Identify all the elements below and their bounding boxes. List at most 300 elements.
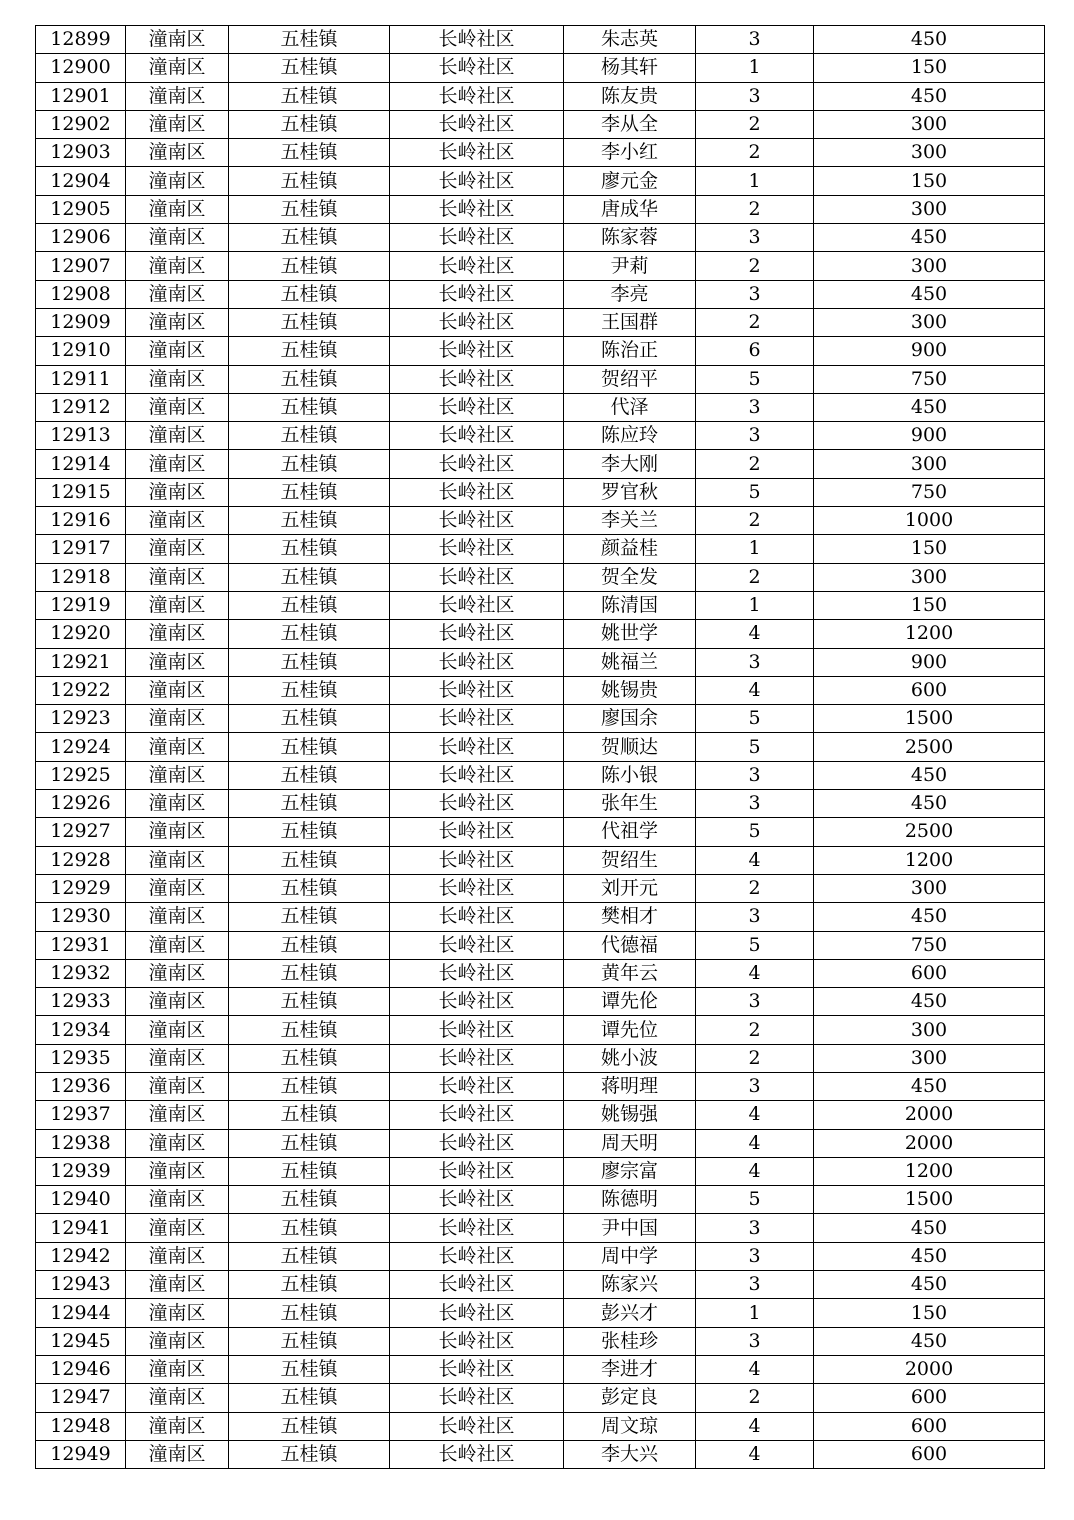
- town-cell: 五桂镇: [229, 224, 390, 252]
- name-cell: 贺绍生: [564, 846, 696, 874]
- name-cell: 周天明: [564, 1129, 696, 1157]
- amount-cell: 2500: [814, 733, 1045, 761]
- district-cell: 潼南区: [126, 761, 229, 789]
- amount-cell: 600: [814, 1412, 1045, 1440]
- household-size-cell: 4: [696, 676, 814, 704]
- amount-cell: 450: [814, 903, 1045, 931]
- town-cell: 五桂镇: [229, 874, 390, 902]
- community-cell: 长岭社区: [390, 1384, 564, 1412]
- amount-cell: 300: [814, 308, 1045, 336]
- district-cell: 潼南区: [126, 648, 229, 676]
- community-cell: 长岭社区: [390, 422, 564, 450]
- community-cell: 长岭社区: [390, 1214, 564, 1242]
- name-cell: 周中学: [564, 1242, 696, 1270]
- household-size-cell: 3: [696, 1327, 814, 1355]
- name-cell: 李小红: [564, 139, 696, 167]
- name-cell: 贺绍平: [564, 365, 696, 393]
- name-cell: 李大刚: [564, 450, 696, 478]
- household-size-cell: 4: [696, 1412, 814, 1440]
- district-cell: 潼南区: [126, 1101, 229, 1129]
- community-cell: 长岭社区: [390, 846, 564, 874]
- household-size-cell: 2: [696, 874, 814, 902]
- town-cell: 五桂镇: [229, 167, 390, 195]
- household-size-cell: 2: [696, 507, 814, 535]
- name-cell: 张年生: [564, 790, 696, 818]
- serial-number-cell: 12949: [36, 1440, 126, 1468]
- amount-cell: 750: [814, 365, 1045, 393]
- table-row: [36, 1016, 1045, 1044]
- name-cell: 李大兴: [564, 1440, 696, 1468]
- name-cell: 姚锡贵: [564, 676, 696, 704]
- serial-number-cell: 12939: [36, 1157, 126, 1185]
- household-size-cell: 2: [696, 252, 814, 280]
- name-cell: 罗官秋: [564, 478, 696, 506]
- serial-number-cell: 12944: [36, 1299, 126, 1327]
- community-cell: 长岭社区: [390, 450, 564, 478]
- serial-number-cell: 12931: [36, 931, 126, 959]
- table-row: [36, 224, 1045, 252]
- household-size-cell: 2: [696, 1044, 814, 1072]
- district-cell: 潼南区: [126, 733, 229, 761]
- serial-number-cell: 12926: [36, 790, 126, 818]
- table-row: [36, 535, 1045, 563]
- amount-cell: 450: [814, 1072, 1045, 1100]
- household-size-cell: 5: [696, 733, 814, 761]
- community-cell: 长岭社区: [390, 167, 564, 195]
- community-cell: 长岭社区: [390, 82, 564, 110]
- household-size-cell: 5: [696, 365, 814, 393]
- town-cell: 五桂镇: [229, 959, 390, 987]
- serial-number-cell: 12934: [36, 1016, 126, 1044]
- serial-number-cell: 12938: [36, 1129, 126, 1157]
- district-cell: 潼南区: [126, 478, 229, 506]
- town-cell: 五桂镇: [229, 903, 390, 931]
- name-cell: 尹中国: [564, 1214, 696, 1242]
- serial-number-cell: 12922: [36, 676, 126, 704]
- town-cell: 五桂镇: [229, 337, 390, 365]
- community-cell: 长岭社区: [390, 790, 564, 818]
- district-cell: 潼南区: [126, 422, 229, 450]
- name-cell: 杨其轩: [564, 54, 696, 82]
- town-cell: 五桂镇: [229, 761, 390, 789]
- amount-cell: 750: [814, 931, 1045, 959]
- table-row: [36, 761, 1045, 789]
- town-cell: 五桂镇: [229, 110, 390, 138]
- name-cell: 姚福兰: [564, 648, 696, 676]
- household-size-cell: 5: [696, 818, 814, 846]
- amount-cell: 1200: [814, 620, 1045, 648]
- district-cell: 潼南区: [126, 1242, 229, 1270]
- table-row: [36, 1440, 1045, 1468]
- table-row: [36, 252, 1045, 280]
- community-cell: 长岭社区: [390, 507, 564, 535]
- table-row: [36, 1214, 1045, 1242]
- community-cell: 长岭社区: [390, 195, 564, 223]
- household-size-cell: 5: [696, 931, 814, 959]
- district-cell: 潼南区: [126, 393, 229, 421]
- community-cell: 长岭社区: [390, 988, 564, 1016]
- table-row: [36, 450, 1045, 478]
- amount-cell: 300: [814, 563, 1045, 591]
- town-cell: 五桂镇: [229, 1299, 390, 1327]
- name-cell: 尹莉: [564, 252, 696, 280]
- name-cell: 贺全发: [564, 563, 696, 591]
- serial-number-cell: 12921: [36, 648, 126, 676]
- community-cell: 长岭社区: [390, 1327, 564, 1355]
- community-cell: 长岭社区: [390, 1072, 564, 1100]
- household-size-cell: 5: [696, 705, 814, 733]
- district-cell: 潼南区: [126, 507, 229, 535]
- table-row: [36, 620, 1045, 648]
- amount-cell: 450: [814, 280, 1045, 308]
- district-cell: 潼南区: [126, 26, 229, 54]
- serial-number-cell: 12905: [36, 195, 126, 223]
- serial-number-cell: 12917: [36, 535, 126, 563]
- serial-number-cell: 12910: [36, 337, 126, 365]
- serial-number-cell: 12945: [36, 1327, 126, 1355]
- town-cell: 五桂镇: [229, 422, 390, 450]
- household-size-cell: 4: [696, 1440, 814, 1468]
- serial-number-cell: 12912: [36, 393, 126, 421]
- amount-cell: 1500: [814, 1186, 1045, 1214]
- town-cell: 五桂镇: [229, 507, 390, 535]
- amount-cell: 150: [814, 54, 1045, 82]
- household-size-cell: 3: [696, 988, 814, 1016]
- household-size-cell: 4: [696, 1355, 814, 1383]
- town-cell: 五桂镇: [229, 1186, 390, 1214]
- name-cell: 陈家兴: [564, 1271, 696, 1299]
- community-cell: 长岭社区: [390, 1044, 564, 1072]
- district-cell: 潼南区: [126, 1129, 229, 1157]
- town-cell: 五桂镇: [229, 252, 390, 280]
- town-cell: 五桂镇: [229, 450, 390, 478]
- table-row: [36, 337, 1045, 365]
- table-row: [36, 931, 1045, 959]
- district-cell: 潼南区: [126, 790, 229, 818]
- household-size-cell: 3: [696, 1242, 814, 1270]
- serial-number-cell: 12904: [36, 167, 126, 195]
- serial-number-cell: 12948: [36, 1412, 126, 1440]
- serial-number-cell: 12920: [36, 620, 126, 648]
- household-size-cell: 4: [696, 1101, 814, 1129]
- district-cell: 潼南区: [126, 54, 229, 82]
- amount-cell: 150: [814, 1299, 1045, 1327]
- serial-number-cell: 12918: [36, 563, 126, 591]
- community-cell: 长岭社区: [390, 139, 564, 167]
- serial-number-cell: 12930: [36, 903, 126, 931]
- table-row: [36, 54, 1045, 82]
- community-cell: 长岭社区: [390, 252, 564, 280]
- town-cell: 五桂镇: [229, 1129, 390, 1157]
- name-cell: 廖元金: [564, 167, 696, 195]
- community-cell: 长岭社区: [390, 1186, 564, 1214]
- table-row: [36, 648, 1045, 676]
- amount-cell: 1500: [814, 705, 1045, 733]
- community-cell: 长岭社区: [390, 874, 564, 902]
- household-size-cell: 4: [696, 959, 814, 987]
- table-row: [36, 110, 1045, 138]
- serial-number-cell: 12906: [36, 224, 126, 252]
- name-cell: 李亮: [564, 280, 696, 308]
- amount-cell: 450: [814, 1242, 1045, 1270]
- amount-cell: 1200: [814, 846, 1045, 874]
- community-cell: 长岭社区: [390, 903, 564, 931]
- community-cell: 长岭社区: [390, 1157, 564, 1185]
- household-size-cell: 3: [696, 648, 814, 676]
- community-cell: 长岭社区: [390, 591, 564, 619]
- serial-number-cell: 12929: [36, 874, 126, 902]
- amount-cell: 600: [814, 1440, 1045, 1468]
- amount-cell: 300: [814, 1044, 1045, 1072]
- name-cell: 李从全: [564, 110, 696, 138]
- amount-cell: 2000: [814, 1129, 1045, 1157]
- serial-number-cell: 12914: [36, 450, 126, 478]
- name-cell: 樊相才: [564, 903, 696, 931]
- name-cell: 蒋明理: [564, 1072, 696, 1100]
- table-row: [36, 507, 1045, 535]
- amount-cell: 450: [814, 393, 1045, 421]
- amount-cell: 450: [814, 82, 1045, 110]
- table-row: [36, 1412, 1045, 1440]
- community-cell: 长岭社区: [390, 676, 564, 704]
- serial-number-cell: 12932: [36, 959, 126, 987]
- name-cell: 陈友贵: [564, 82, 696, 110]
- district-cell: 潼南区: [126, 535, 229, 563]
- household-size-cell: 6: [696, 337, 814, 365]
- town-cell: 五桂镇: [229, 478, 390, 506]
- table-row: [36, 1157, 1045, 1185]
- table-row: [36, 393, 1045, 421]
- town-cell: 五桂镇: [229, 1355, 390, 1383]
- amount-cell: 150: [814, 167, 1045, 195]
- town-cell: 五桂镇: [229, 790, 390, 818]
- district-cell: 潼南区: [126, 337, 229, 365]
- district-cell: 潼南区: [126, 1044, 229, 1072]
- district-cell: 潼南区: [126, 818, 229, 846]
- town-cell: 五桂镇: [229, 648, 390, 676]
- table-row: [36, 1384, 1045, 1412]
- name-cell: 廖国余: [564, 705, 696, 733]
- serial-number-cell: 12946: [36, 1355, 126, 1383]
- household-size-cell: 1: [696, 591, 814, 619]
- community-cell: 长岭社区: [390, 26, 564, 54]
- district-cell: 潼南区: [126, 1299, 229, 1327]
- serial-number-cell: 12908: [36, 280, 126, 308]
- table-row: [36, 1327, 1045, 1355]
- serial-number-cell: 12941: [36, 1214, 126, 1242]
- name-cell: 代泽: [564, 393, 696, 421]
- serial-number-cell: 12943: [36, 1271, 126, 1299]
- town-cell: 五桂镇: [229, 733, 390, 761]
- district-cell: 潼南区: [126, 139, 229, 167]
- district-cell: 潼南区: [126, 252, 229, 280]
- town-cell: 五桂镇: [229, 1440, 390, 1468]
- serial-number-cell: 12911: [36, 365, 126, 393]
- community-cell: 长岭社区: [390, 1101, 564, 1129]
- table-row: [36, 82, 1045, 110]
- table-row: [36, 959, 1045, 987]
- table-row: [36, 280, 1045, 308]
- household-size-cell: 3: [696, 761, 814, 789]
- table-row: [36, 26, 1045, 54]
- household-size-cell: 3: [696, 393, 814, 421]
- serial-number-cell: 12919: [36, 591, 126, 619]
- amount-cell: 600: [814, 676, 1045, 704]
- town-cell: 五桂镇: [229, 1327, 390, 1355]
- community-cell: 长岭社区: [390, 818, 564, 846]
- amount-cell: 600: [814, 1384, 1045, 1412]
- town-cell: 五桂镇: [229, 705, 390, 733]
- district-cell: 潼南区: [126, 959, 229, 987]
- town-cell: 五桂镇: [229, 139, 390, 167]
- community-cell: 长岭社区: [390, 1299, 564, 1327]
- community-cell: 长岭社区: [390, 648, 564, 676]
- district-cell: 潼南区: [126, 195, 229, 223]
- town-cell: 五桂镇: [229, 1214, 390, 1242]
- table-row: [36, 563, 1045, 591]
- town-cell: 五桂镇: [229, 676, 390, 704]
- table-row: [36, 874, 1045, 902]
- serial-number-cell: 12903: [36, 139, 126, 167]
- name-cell: 张桂珍: [564, 1327, 696, 1355]
- table-row: [36, 167, 1045, 195]
- district-cell: 潼南区: [126, 705, 229, 733]
- serial-number-cell: 12942: [36, 1242, 126, 1270]
- household-size-cell: 3: [696, 82, 814, 110]
- table-row: [36, 591, 1045, 619]
- district-cell: 潼南区: [126, 224, 229, 252]
- name-cell: 廖宗富: [564, 1157, 696, 1185]
- household-size-cell: 4: [696, 1157, 814, 1185]
- district-cell: 潼南区: [126, 1384, 229, 1412]
- town-cell: 五桂镇: [229, 591, 390, 619]
- district-cell: 潼南区: [126, 563, 229, 591]
- household-size-cell: 2: [696, 110, 814, 138]
- amount-cell: 450: [814, 761, 1045, 789]
- serial-number-cell: 12913: [36, 422, 126, 450]
- serial-number-cell: 12909: [36, 308, 126, 336]
- amount-cell: 300: [814, 1016, 1045, 1044]
- household-size-cell: 1: [696, 54, 814, 82]
- community-cell: 长岭社区: [390, 54, 564, 82]
- community-cell: 长岭社区: [390, 337, 564, 365]
- table-body: [36, 26, 1045, 1469]
- household-size-cell: 2: [696, 1016, 814, 1044]
- amount-cell: 300: [814, 110, 1045, 138]
- town-cell: 五桂镇: [229, 1072, 390, 1100]
- household-size-cell: 3: [696, 280, 814, 308]
- household-size-cell: 2: [696, 308, 814, 336]
- serial-number-cell: 12915: [36, 478, 126, 506]
- serial-number-cell: 12927: [36, 818, 126, 846]
- table-row: [36, 733, 1045, 761]
- town-cell: 五桂镇: [229, 195, 390, 223]
- name-cell: 姚锡强: [564, 1101, 696, 1129]
- town-cell: 五桂镇: [229, 818, 390, 846]
- town-cell: 五桂镇: [229, 1044, 390, 1072]
- table-row: [36, 195, 1045, 223]
- amount-cell: 450: [814, 224, 1045, 252]
- table-row: [36, 846, 1045, 874]
- name-cell: 陈清国: [564, 591, 696, 619]
- town-cell: 五桂镇: [229, 1242, 390, 1270]
- serial-number-cell: 12902: [36, 110, 126, 138]
- serial-number-cell: 12924: [36, 733, 126, 761]
- name-cell: 姚小波: [564, 1044, 696, 1072]
- district-cell: 潼南区: [126, 110, 229, 138]
- amount-cell: 450: [814, 26, 1045, 54]
- district-cell: 潼南区: [126, 280, 229, 308]
- table-row: [36, 1072, 1045, 1100]
- amount-cell: 450: [814, 1214, 1045, 1242]
- district-cell: 潼南区: [126, 1186, 229, 1214]
- name-cell: 姚世学: [564, 620, 696, 648]
- amount-cell: 450: [814, 1271, 1045, 1299]
- serial-number-cell: 12947: [36, 1384, 126, 1412]
- district-cell: 潼南区: [126, 1412, 229, 1440]
- district-cell: 潼南区: [126, 82, 229, 110]
- district-cell: 潼南区: [126, 903, 229, 931]
- town-cell: 五桂镇: [229, 365, 390, 393]
- community-cell: 长岭社区: [390, 535, 564, 563]
- district-cell: 潼南区: [126, 1016, 229, 1044]
- town-cell: 五桂镇: [229, 82, 390, 110]
- amount-cell: 150: [814, 535, 1045, 563]
- town-cell: 五桂镇: [229, 931, 390, 959]
- household-size-cell: 3: [696, 1271, 814, 1299]
- name-cell: 黄年云: [564, 959, 696, 987]
- table-row: [36, 903, 1045, 931]
- table-row: [36, 790, 1045, 818]
- household-size-cell: 3: [696, 26, 814, 54]
- community-cell: 长岭社区: [390, 1129, 564, 1157]
- town-cell: 五桂镇: [229, 26, 390, 54]
- district-cell: 潼南区: [126, 365, 229, 393]
- district-cell: 潼南区: [126, 988, 229, 1016]
- amount-cell: 900: [814, 422, 1045, 450]
- name-cell: 颜益桂: [564, 535, 696, 563]
- household-size-cell: 5: [696, 478, 814, 506]
- household-size-cell: 3: [696, 1214, 814, 1242]
- amount-cell: 750: [814, 478, 1045, 506]
- serial-number-cell: 12935: [36, 1044, 126, 1072]
- table-row: [36, 1129, 1045, 1157]
- community-cell: 长岭社区: [390, 931, 564, 959]
- amount-cell: 600: [814, 959, 1045, 987]
- serial-number-cell: 12900: [36, 54, 126, 82]
- household-size-cell: 1: [696, 535, 814, 563]
- amount-cell: 300: [814, 874, 1045, 902]
- district-cell: 潼南区: [126, 450, 229, 478]
- name-cell: 代德福: [564, 931, 696, 959]
- district-cell: 潼南区: [126, 676, 229, 704]
- household-size-cell: 4: [696, 846, 814, 874]
- community-cell: 长岭社区: [390, 1355, 564, 1383]
- name-cell: 陈小银: [564, 761, 696, 789]
- district-cell: 潼南区: [126, 1355, 229, 1383]
- town-cell: 五桂镇: [229, 1016, 390, 1044]
- name-cell: 王国群: [564, 308, 696, 336]
- amount-cell: 2500: [814, 818, 1045, 846]
- table-row: [36, 1271, 1045, 1299]
- data-table: [35, 25, 1045, 1469]
- amount-cell: 300: [814, 139, 1045, 167]
- district-cell: 潼南区: [126, 308, 229, 336]
- household-size-cell: 4: [696, 1129, 814, 1157]
- name-cell: 陈家蓉: [564, 224, 696, 252]
- serial-number-cell: 12940: [36, 1186, 126, 1214]
- amount-cell: 2000: [814, 1101, 1045, 1129]
